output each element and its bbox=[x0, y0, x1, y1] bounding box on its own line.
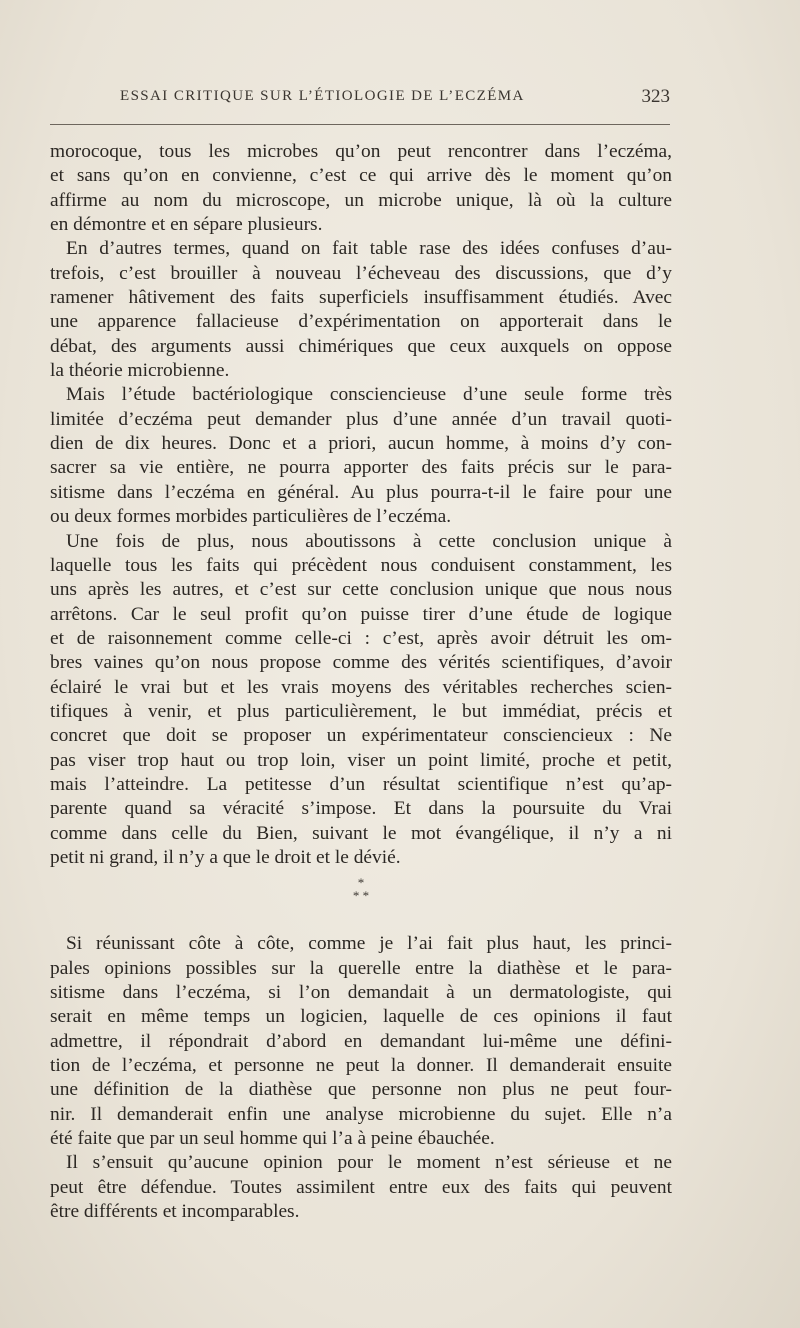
text-line: éclairé le vrai but et les vrais moyens des véritables recherches scien- bbox=[50, 676, 672, 698]
text-line: Mais l’étude bactériologique consciencieuse d’une seule forme très bbox=[66, 384, 672, 406]
section-gap bbox=[50, 916, 672, 932]
text-line: tion de l’eczéma, et personne ne peut la donner. Il demanderait ensuite bbox=[50, 1055, 672, 1077]
text-line: une définition de la diathèse que personne non plus ne peut four- bbox=[50, 1079, 672, 1101]
text-line: été faite que par un seul homme qui l’a à peine ébauchée. bbox=[50, 1128, 495, 1150]
text-line: En d’autres termes, quand on fait table rase des idées confuses d’au- bbox=[66, 238, 672, 260]
text-line: pas viser trop haut ou trop loin, viser un point limité, proche et petit, bbox=[50, 749, 672, 771]
section-break-asterism bbox=[50, 870, 672, 916]
text-line: parente quand sa véracité s’impose. Et dans la poursuite du Vrai bbox=[50, 798, 672, 820]
page-header bbox=[50, 86, 670, 120]
text-line: tifiques à venir, et plus particulièrement, le but immédiat, précis et bbox=[50, 700, 672, 722]
text-line: nir. Il demanderait enfin une analyse microbienne du sujet. Elle n’a bbox=[50, 1103, 672, 1125]
asterism-top: * bbox=[357, 875, 365, 891]
text-line: ramener hâtivement des faits superficiels insuffisamment étudiés. Avec bbox=[50, 287, 672, 309]
text-line: affirme au nom du microscope, un microbe unique, là où la culture bbox=[50, 189, 672, 211]
paragraph bbox=[50, 1151, 672, 1224]
text-line: arrêtons. Car le seul profit qu’on puisse tirer d’une étude de logique bbox=[50, 603, 672, 625]
paragraph bbox=[50, 140, 672, 237]
text-line: dien de dix heures. Donc et a priori, aucun homme, à moins d’y con- bbox=[50, 433, 672, 455]
text-line: la théorie microbienne. bbox=[50, 360, 230, 382]
text-line: mais l’atteindre. La petitesse d’un résultat scientifique n’est qu’ap- bbox=[50, 773, 672, 795]
text-line: en démontre et en sépare plusieurs. bbox=[50, 214, 323, 236]
paragraph bbox=[50, 932, 672, 1151]
page-number: 323 bbox=[641, 86, 670, 107]
header-rule bbox=[50, 124, 670, 125]
text-line: être différents et incomparables. bbox=[50, 1201, 300, 1223]
text-line: concret que doit se proposer un expérimentateur consciencieux : Ne bbox=[50, 725, 672, 747]
text-line: Si réunissant côte à côte, comme je l’ai fait plus haut, les princi- bbox=[66, 933, 672, 955]
paragraph bbox=[50, 530, 672, 871]
body-text bbox=[50, 140, 672, 1224]
text-line: admettre, il répondrait d’abord en demandant lui-même une défini- bbox=[50, 1030, 672, 1052]
text-line: comme dans celle du Bien, suivant le mot évangélique, il n’y a ni bbox=[50, 822, 672, 844]
text-line: sitisme dans l’eczéma, si l’on demandait à un dermatologiste, qui bbox=[50, 982, 672, 1003]
text-line: laquelle tous les faits qui précèdent nous conduisent constamment, les bbox=[50, 554, 672, 576]
asterism-bottom: * * bbox=[352, 888, 370, 904]
text-line: et sans qu’on en convienne, c’est ce qui arrive dès le moment qu’on bbox=[50, 165, 672, 187]
text-line: peut être défendue. Toutes assimilent entre eux des faits qui peuvent bbox=[50, 1176, 672, 1198]
text-line: Il s’ensuit qu’aucune opinion pour le moment n’est sérieuse et ne bbox=[66, 1152, 672, 1174]
text-line: ou deux formes morbides particulières de l’eczéma. bbox=[50, 506, 452, 528]
text-line: et de raisonnement comme celle-ci : c’est, après avoir détruit les om- bbox=[50, 627, 672, 649]
running-title: ESSAI CRITIQUE SUR L’ÉTIOLOGIE DE L’ECZÉMA bbox=[120, 88, 525, 104]
text-line: trefois, c’est brouiller à nouveau l’écheveau des discussions, que d’y bbox=[50, 262, 672, 284]
paragraph bbox=[50, 383, 672, 529]
text-line: Une fois de plus, nous aboutissons à cette conclusion unique à bbox=[66, 530, 672, 552]
text-line: uns après les autres, et c’est sur cette conclusion unique que nous nous bbox=[50, 579, 672, 601]
text-line: petit ni grand, il n’y a que le droit et le dévié. bbox=[50, 846, 401, 868]
text-line: sitisme dans l’eczéma en général. Au plus pourra-t-il le faire pour une bbox=[50, 481, 672, 503]
text-line: serait en même temps un logicien, laquelle de ces opinions il faut bbox=[50, 1006, 672, 1028]
text-line: bres vaines qu’on nous propose comme des vérités scientifiques, d’avoir bbox=[50, 652, 672, 674]
text-line: morocoque, tous les microbes qu’on peut rencontrer dans l’eczéma, bbox=[50, 141, 672, 162]
text-line: limitée d’eczéma peut demander plus d’une année d’un travail quoti- bbox=[50, 408, 672, 430]
text-line: sacrer sa vie entière, ne pourra apporter des faits précis sur le para- bbox=[50, 457, 672, 479]
paragraph bbox=[50, 237, 672, 383]
text-line: débat, des arguments aussi chimériques que ceux auxquels on oppose bbox=[50, 335, 672, 357]
text-line: une apparence fallacieuse d’expérimentation on apporterait dans le bbox=[50, 311, 672, 333]
text-line: pales opinions possibles sur la querelle entre la diathèse et le para- bbox=[50, 957, 672, 979]
